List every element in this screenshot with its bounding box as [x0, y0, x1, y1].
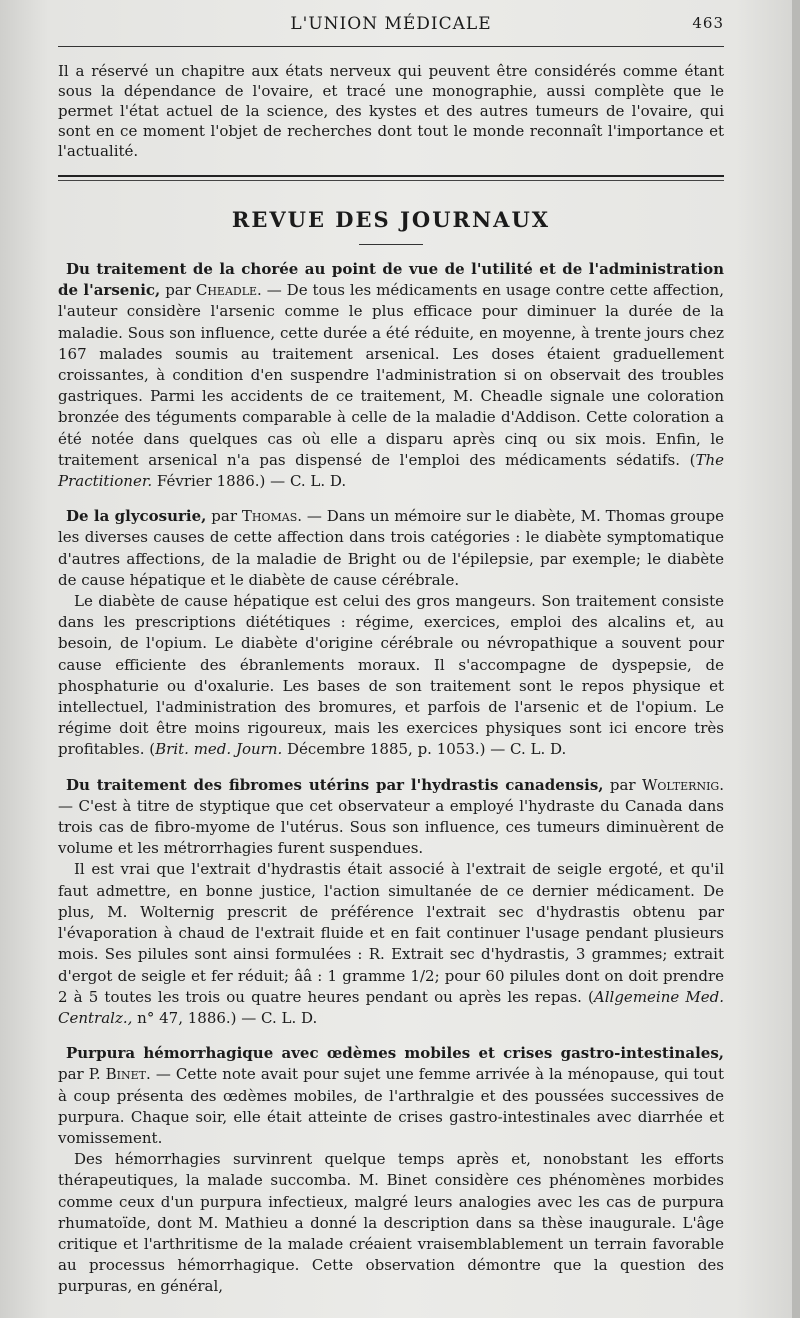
article-citation: Allgemeine Med. Centralz., [58, 987, 724, 1027]
divider-line-top [58, 175, 724, 177]
article-chorea [58, 259, 724, 492]
article-text: — De tous les médicaments en usage contre cette affection, l'auteur considère l'arsenic comme le plus efficace pour diminuer la durée de la maladie. Sous son influence, cette durée a été réduite, en moyenne, à trente jours chez 167 malades soumis au traitement arsenical. Les doses étaient graduellement croissantes, à condition d'en suspendre l'administration si on observait des troubles gastriques. Parmi les accidents de ce traitement, M. Cheadle signale une coloration bronzée des téguments comparable à celle de la maladie d'Addison. Cette coloration a été notée dans quelques cas où elle a disparu après cinq ou six mois. Enfin, le traitement arsenical n'a pas dispensé de l'emploi des médicaments sédatifs. ( [58, 281, 724, 469]
article-by: par [603, 775, 642, 794]
article-fibromas [58, 775, 724, 1029]
page-edge [792, 0, 800, 1318]
article-author: Cheadle. [195, 281, 262, 300]
title-underline [359, 244, 423, 245]
article-author: Binet. [105, 1065, 151, 1084]
article-heading: Du traitement des fibromes utérins par l'hydrastis canadensis, [66, 775, 604, 794]
article-heading: De la glycosurie, [66, 507, 207, 526]
article-citation-tail: n° 47, 1886.) — C. L. D. [132, 1008, 318, 1027]
article-glycosuria [58, 506, 724, 760]
article-heading: Purpura hémorrhagique avec œdèmes mobiles et crises gastro-intestinales, [66, 1044, 724, 1063]
article-citation-tail: Décembre 1885, p. 1053.) — C. L. D. [282, 740, 567, 759]
article-paragraph [58, 775, 724, 860]
article-text: Des hémorrhagies survinrent quelque temps après et, nonobstant les efforts thérapeutiques, la malade succomba. M. Binet considère ces phénomènes morbides comme ceux d'un purpura infectieux, malgré leurs analogies avec les cas de purpura rhumatoïde, dont M. Mathieu a donné la description dans sa thèse inaugurale. L'âge critique et l'arthritisme de la malade créaient vraisemblablement un terrain favorable au processus hémorrhagique. Cette observation démontre que la question des purpuras, en général, [58, 1150, 724, 1296]
article-author: Wolternig. [641, 775, 724, 794]
article-citation: Brit. med. Journ. [155, 740, 283, 759]
article-by: par [160, 281, 196, 300]
article-by: par [206, 507, 242, 526]
article-paragraph [58, 259, 724, 492]
article-text: — Cette note avait pour sujet une femme arrivée à la ménopause, qui tout à coup présenta des œdèmes mobiles, de l'arthralgie et des poussées successives de purpura. Chaque soir, elle était atteinte de crises gastro-intestinales avec diarrhée et vomissement. [58, 1065, 724, 1147]
journal-title: L'UNION MÉDICALE [290, 14, 492, 34]
article-by: par P. [58, 1065, 106, 1084]
header-rule [58, 46, 724, 47]
article-text: — Dans un mémoire sur le diabète, M. Thomas groupe les diverses causes de cette affection dans trois catégories : le diabète symptomatique d'autres affections, de la maladie de Bright ou de l'épilepsie, par exemple; le diabète de cause hépatique et le diabète de cause cérébrale. [58, 507, 725, 589]
article-text: — C'est à titre de styptique que cet observateur a employé l'hydraste du Canada dans trois cas de fibro-myome de l'utérus. Sous son influence, ces tumeurs diminuèrent de volume et les métrorrhagies furent suspendues. [58, 796, 724, 858]
article-citation: The Practitioner. [58, 450, 724, 491]
section-divider [58, 175, 724, 181]
article-paragraph [58, 506, 724, 591]
article-paragraph [58, 1043, 724, 1149]
article-paragraph [58, 859, 724, 1029]
article-text: Il est vrai que l'extrait d'hydrastis était associé à l'extrait de seigle ergoté, et qu'il faut admettre, en bonne justice, l'action simultanée de ce dernier médicament. De plus, M. Wolternig prescrit de préférence l'extrait sec d'hydrastis obtenu par l'évaporation à chaud de l'extrait fluide et en fait continuer l'usage pendant plusieurs mois. Ses pilules sont ainsi formulées : R. Extrait sec d'hydrastis, 3 grammes; extrait d'ergot de seigle et fer réduit; ââ : 1 gramme 1/2; pour 60 pilules dont on doit prendre 2 à 5 toutes les trois ou quatre heures pendant ou après les repas. ( [58, 860, 724, 1006]
intro-paragraph: Il a réservé un chapitre aux états nerveux qui peuvent être considérés comme étant sous la dépendance de l'ovaire, et tracé une monographie, aussi complète que le permet l'état actuel de la science, des kystes et des autres tumeurs de l'ovaire, qui sont en ce moment l'objet de recherches dont tout le monde reconnaît l'importance et l'actualité. [58, 62, 724, 160]
article-heading: Du traitement de la chorée au point de vue de l'utilité et de l'administration de l'arsenic, [58, 260, 724, 300]
running-header [58, 8, 724, 40]
article-text: Le diabète de cause hépatique est celui des gros mangeurs. Son traitement consiste dans les prescriptions diététiques : régime, exercices, emploi des alcalins et, au besoin, de l'opium. Le diabète d'origine cérébrale ou névropathique a souvent pour cause efficiente des ébranlements moraux. Il s'accompagne de dyspepsie, de phosphaturie ou d'oxalurie. Les bases de son traitement sont le repos physique et intellectuel, l'administration des bromures, et parfois de l'arsenic et de l'opium. Le régime doit être moins rigoureux, mais les exercices physiques sont ici encore très profitables. ( [58, 592, 724, 759]
article-author: Thomas. [241, 507, 303, 526]
section-title: REVUE DES JOURNAUX [231, 207, 551, 232]
article-paragraph [58, 591, 724, 761]
article-citation-tail: Février 1886.) — C. L. D. [152, 472, 347, 491]
article-paragraph [58, 1149, 724, 1297]
page-number: 463 [692, 14, 724, 32]
article-purpura [58, 1043, 724, 1297]
divider-line-bottom [58, 180, 724, 181]
